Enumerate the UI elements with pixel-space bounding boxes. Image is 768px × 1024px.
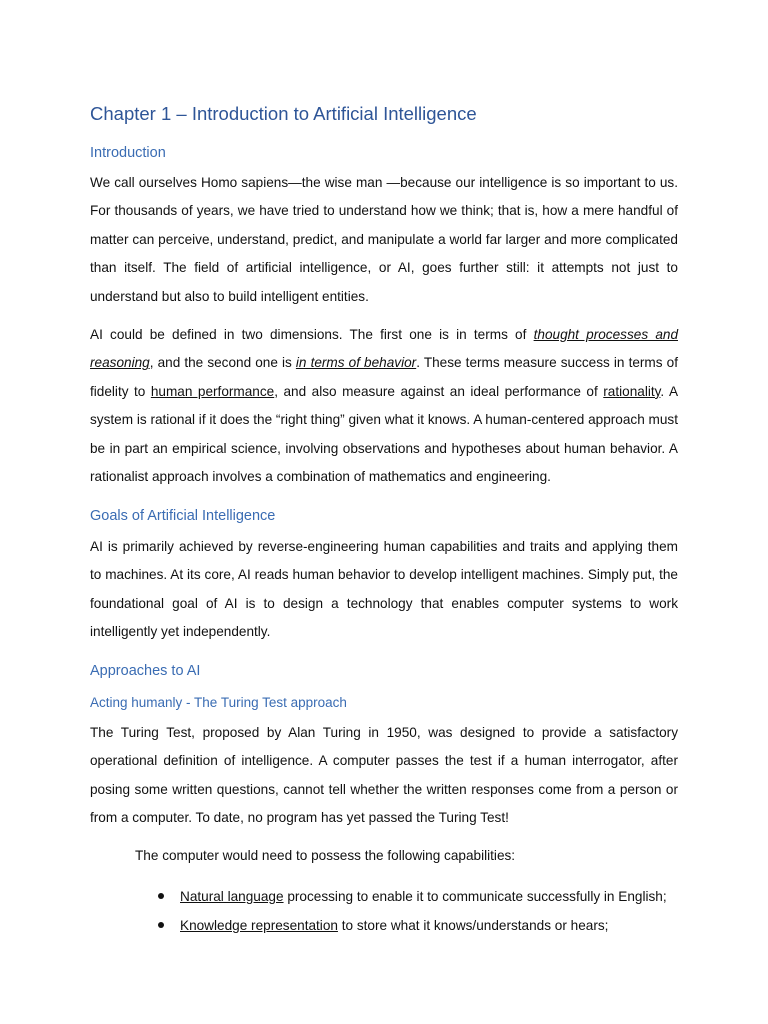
- heading-approaches: Approaches to AI: [90, 663, 201, 679]
- introduction-paragraph-2: [90, 321, 678, 491]
- paragraph-text: AI could be defined in two dimensions. The first one is in terms of: [90, 327, 534, 342]
- heading-introduction: Introduction: [90, 145, 166, 161]
- list-item: [90, 882, 678, 911]
- list-item-text: [180, 911, 608, 940]
- paragraph-text: . These terms measure success in terms of fidelity to: [90, 355, 678, 399]
- capabilities-list: [90, 882, 678, 940]
- chapter-title: Chapter 1 – Introduction to Artificial Intelligence: [90, 103, 477, 124]
- underlined-term-behavior: in terms of behavior: [295, 355, 417, 371]
- underlined-term-rationality: rationality: [603, 383, 661, 399]
- list-item-rest: to store what it knows/understands or hears;: [337, 918, 609, 933]
- underlined-term-thought-processes: thought processes and reasoning: [90, 327, 678, 371]
- list-item-text: [180, 882, 667, 911]
- bullet-icon: [158, 922, 164, 928]
- underlined-term-human-performance: human performance: [150, 383, 275, 399]
- list-item: [90, 911, 678, 940]
- capabilities-intro: The computer would need to possess the following capabilities:: [135, 848, 516, 863]
- heading-goals: Goals of Artificial Intelligence: [90, 508, 276, 524]
- list-item-rest: processing to enable it to communicate successfully in English;: [283, 889, 667, 904]
- subheading-turing-test: Acting humanly - The Turing Test approach: [90, 695, 347, 710]
- paragraph-text: , and also measure against an ideal performance of: [274, 383, 604, 399]
- bullet-icon: [158, 893, 164, 899]
- underlined-term: Knowledge representation: [180, 918, 338, 933]
- goals-paragraph: AI is primarily achieved by reverse-engineering human capabilities and traits and applying them to machines. At its core, AI reads human behavior to develop intelligent machines. Simply put, the foundational goal of AI is to design a technology that enables computer systems to work intelligently yet independently.: [90, 539, 678, 640]
- paragraph-text: . A system is rational if it does the “right thing” given what it knows. A human-centered approach must be in part an empirical science, involving observations and hypotheses about human behavior. A rationalist approach involves a combination of mathematics and engineering.: [90, 383, 679, 485]
- paragraph-text: , and the second one is: [149, 355, 296, 371]
- turing-test-paragraph: The Turing Test, proposed by Alan Turing in 1950, was designed to provide a satisfactory operational definition of intelligence. A computer passes the test if a human interrogator, after posing some written questions, cannot tell whether the written responses come from a person or from a computer. To date, no program has yet passed the Turing Test!: [90, 725, 678, 826]
- underlined-term: Natural language: [180, 889, 284, 904]
- introduction-paragraph-1: We call ourselves Homo sapiens—the wise man —because our intelligence is so important to us. For thousands of years, we have tried to understand how we think; that is, how a mere handful of matter can perceive, understand, predict, and manipulate a world far larger and more complicated than itself. The field of artificial intelligence, or AI, goes further still: it attempts not just to understand but also to build intelligent entities.: [90, 175, 678, 304]
